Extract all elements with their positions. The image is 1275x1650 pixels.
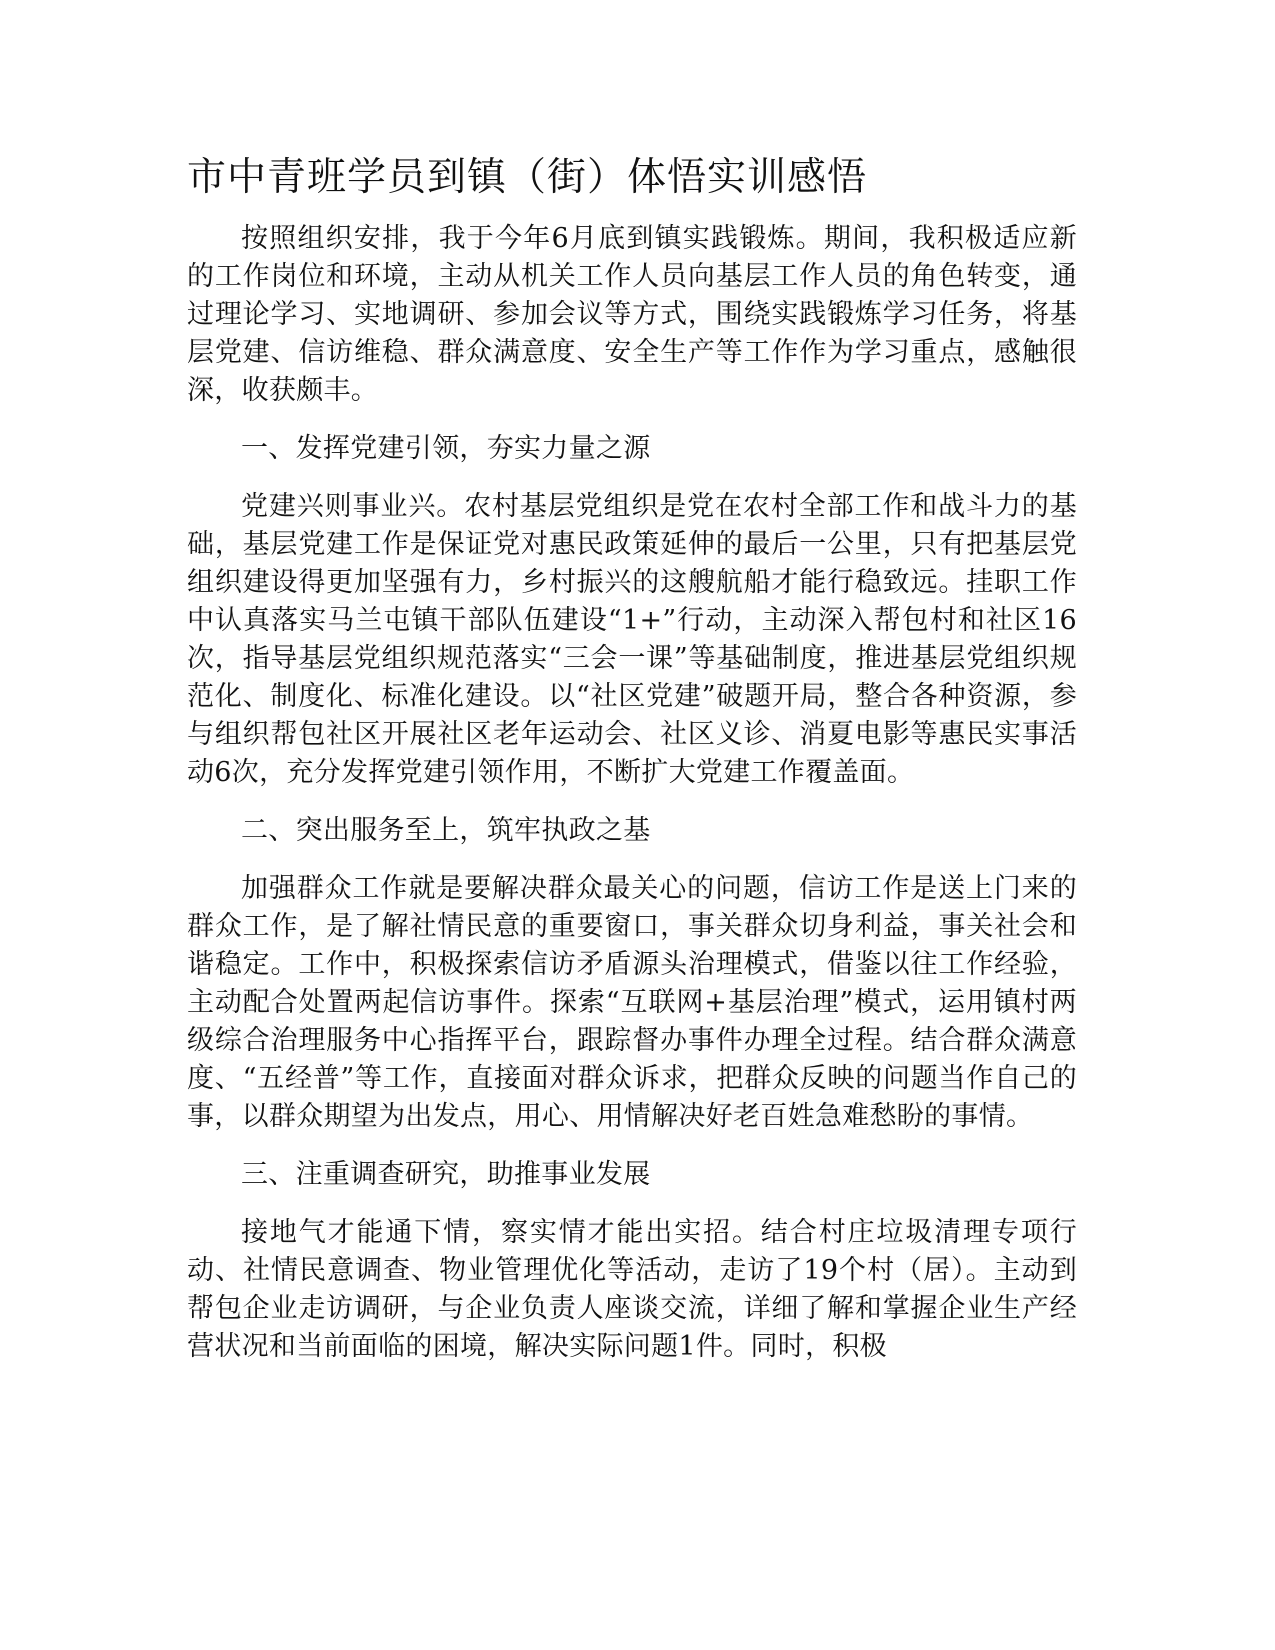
intro-paragraph: 按照组织安排，我于今年6月底到镇实践锻炼。期间，我积极适应新的工作岗位和环境，主动从机关工作人员向基层工作人员的角色转变，通过理论学习、实地调研、参加会议等方式，围绕实践锻炼学习任务，将基层党建、信访维稳、群众满意度、安全生产等工作作为学习重点，感触很深，收获颇丰。 [187, 223, 1077, 406]
section-body-1: 党建兴则事业兴。农村基层党组织是党在农村全部工作和战斗力的基础，基层党建工作是保证党对惠民政策延伸的最后一公里，只有把基层党组织建设得更加坚强有力，乡村振兴的这艘航船才能行稳致远。挂职工作中认真落实马兰屯镇干部队伍建设“1+”行动，主动深入帮包村和社区16次，指导基层党组织规范落实“三会一课”等基础制度，推进基层党组织规范化、制度化、标准化建设。以“社区党建”破题开局，整合各种资源，参与组织帮包社区开展社区老年运动会、社区义诊、消夏电影等惠民实事活动6次，充分发挥党建引领作用，不断扩大党建工作覆盖面。 [187, 491, 1077, 788]
section-body-2: 加强群众工作就是要解决群众最关心的问题，信访工作是送上门来的群众工作，是了解社情民意的重要窗口，事关群众切身利益，事关社会和谐稳定。工作中，积极探索信访矛盾源头治理模式，借鉴以往工作经验，主动配合处置两起信访事件。探索“互联网+基层治理”模式，运用镇村两级综合治理服务中心指挥平台，跟踪督办事件办理全过程。结合群众满意度、“五经普”等工作，直接面对群众诉求，把群众反映的问题当作自己的事，以群众期望为出发点，用心、用情解决好老百姓急难愁盼的事情。 [187, 873, 1077, 1132]
section-heading-2: 二、突出服务至上，筑牢执政之基 [241, 815, 651, 846]
section-heading-1: 一、发挥党建引领，夯实力量之源 [241, 433, 651, 464]
document-page [187, 148, 1077, 1386]
section-heading-3: 三、注重调查研究，助推事业发展 [241, 1159, 651, 1190]
section-body-3: 接地气才能通下情，察实情才能出实招。结合村庄垃圾清理专项行动、社情民意调查、物业管理优化等活动，走访了19个村（居）。主动到帮包企业走访调研，与企业负责人座谈交流，详细了解和掌握企业生产经营状况和当前面临的困境，解决实际问题1件。同时，积极 [187, 1217, 1077, 1362]
page-title: 市中青班学员到镇（街）体悟实训感悟 [187, 155, 868, 200]
